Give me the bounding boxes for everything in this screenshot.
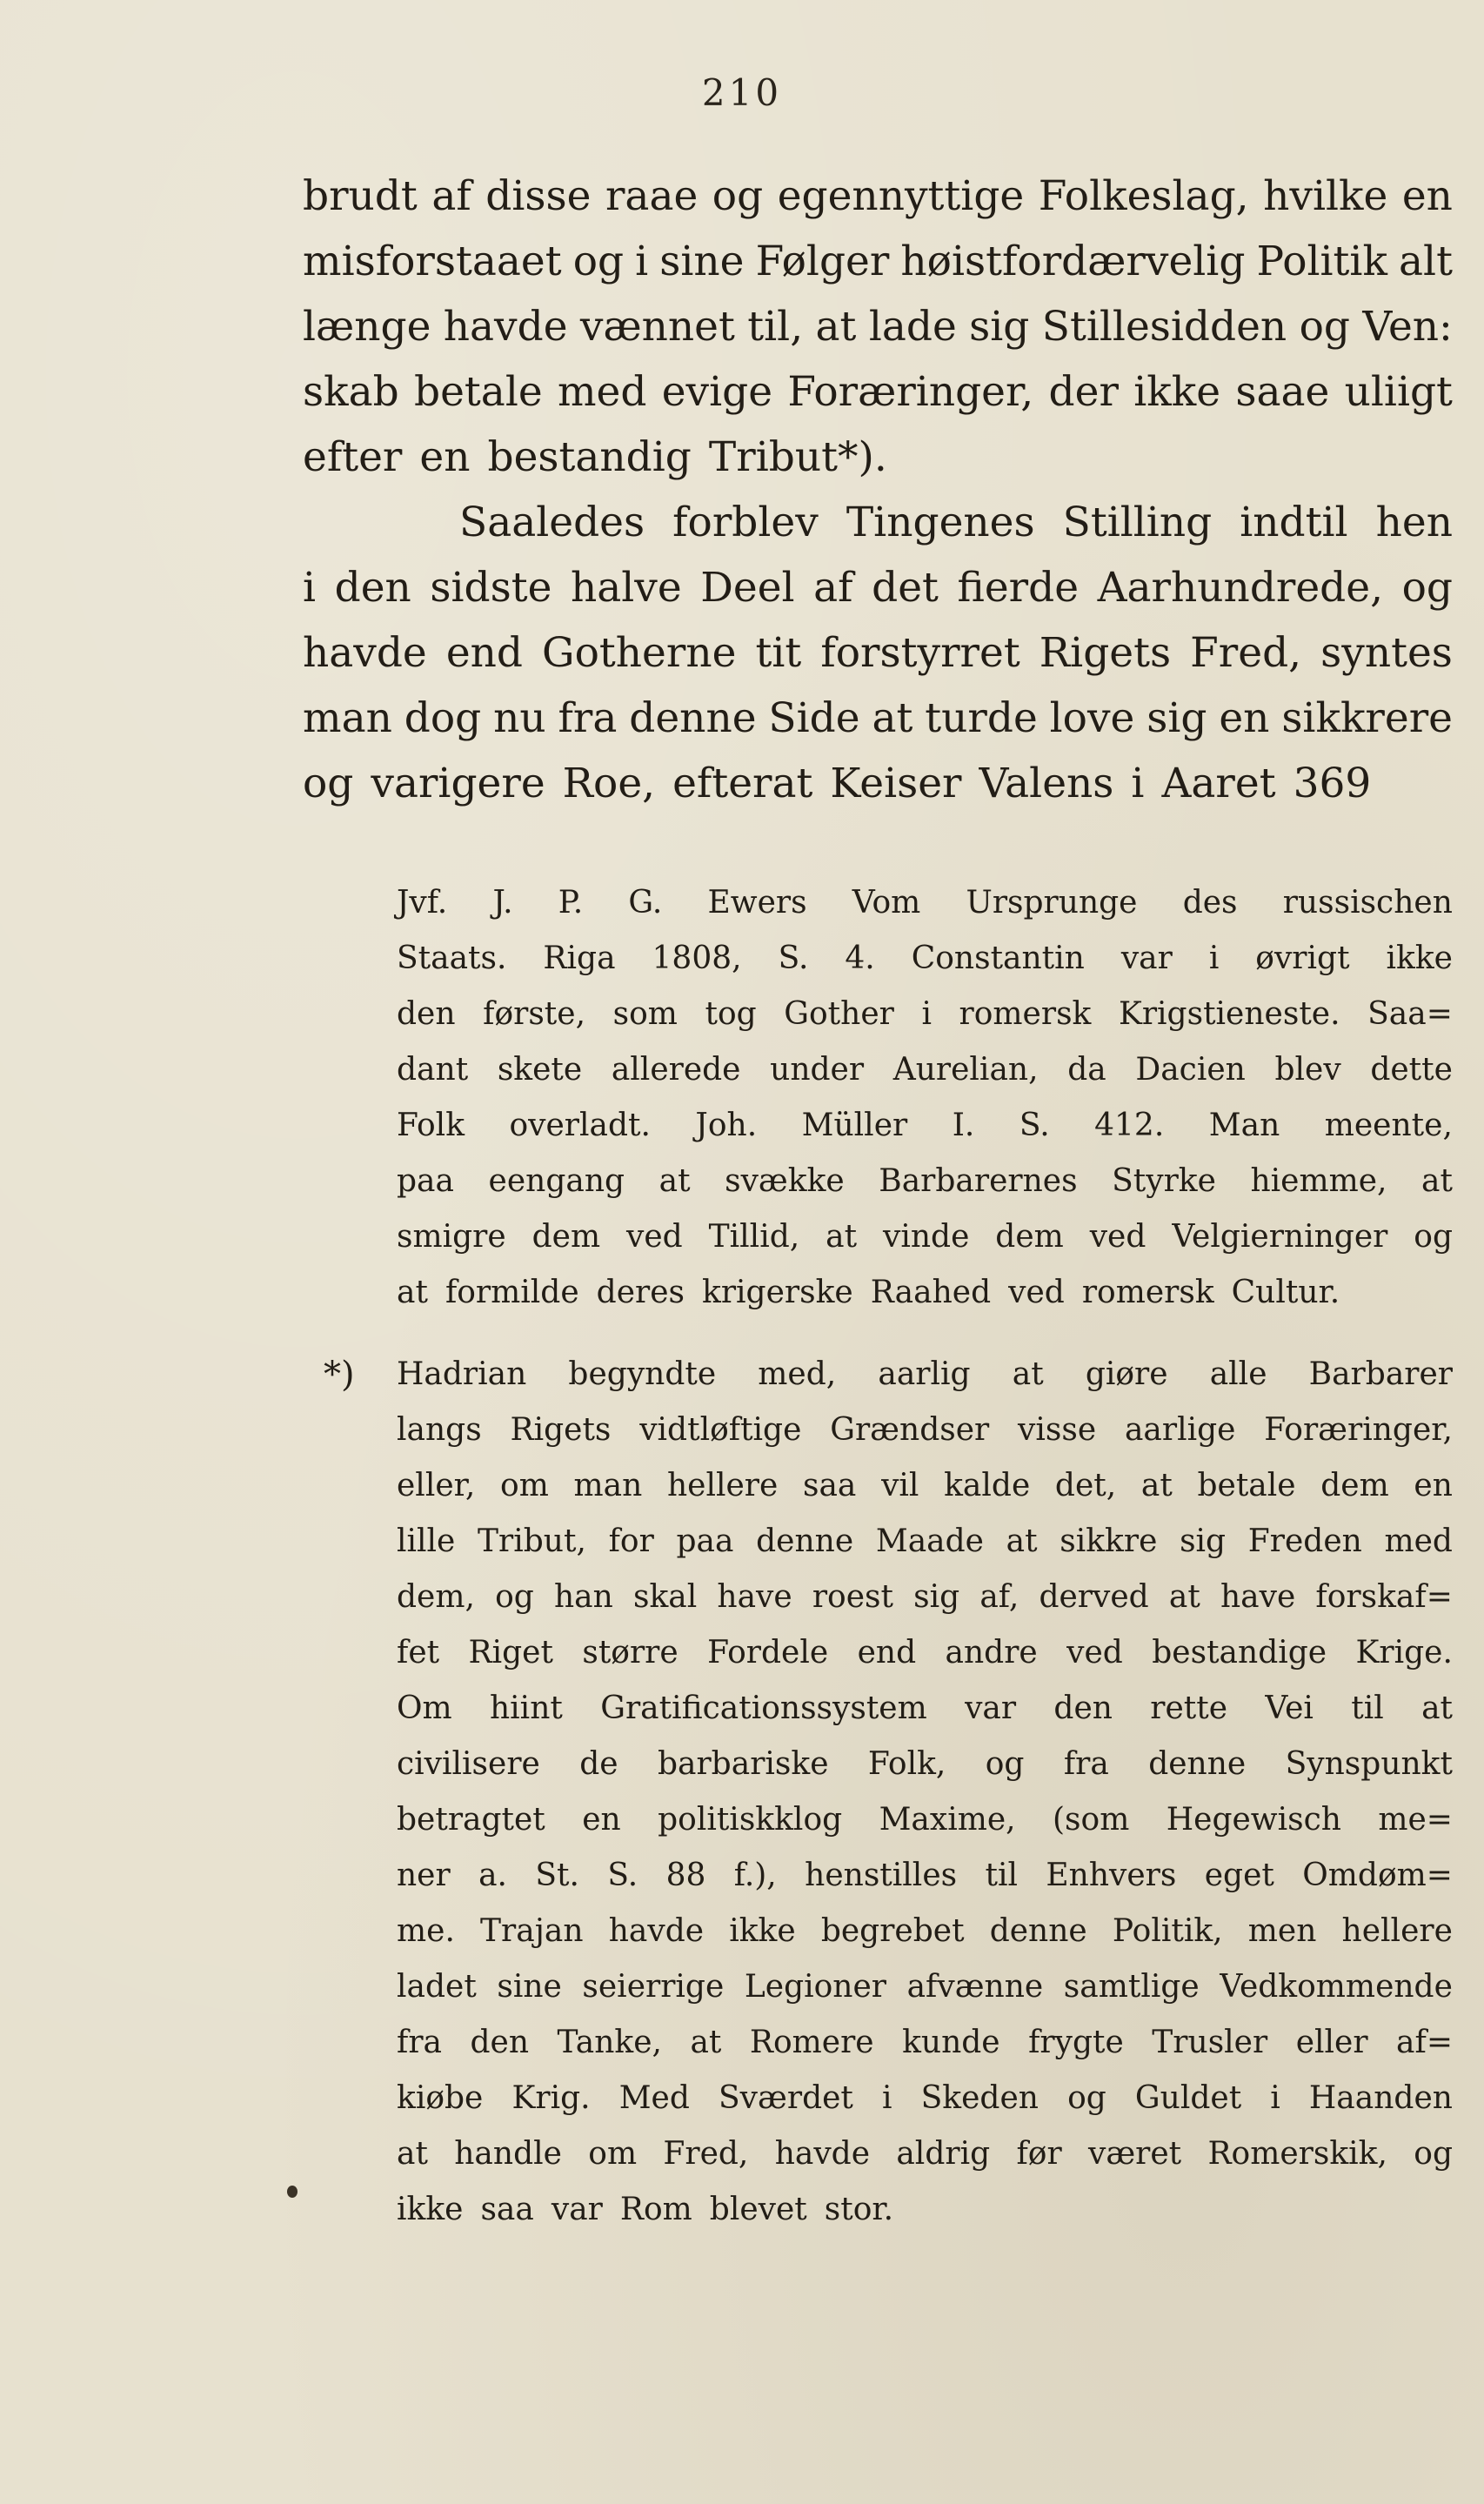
text-line: misforstaaet og i sine Følger høistfordærvelig Politik alt [303, 238, 1453, 285]
text-line: eller, om man hellere saa vil kalde det, at betale dem en [397, 1468, 1453, 1503]
text-line: dem, og han skal have roest sig af, derved at have forskaf= [397, 1579, 1453, 1615]
text-line: Folk overladt. Joh. Müller I. S. 412. Man meente, [397, 1108, 1453, 1143]
footnote-marker: *) [324, 1355, 355, 1395]
text-line: Jvf. J. P. G. Ewers Vom Ursprunge des russischen [397, 885, 1453, 921]
text-line: at formilde deres krigerske Raahed ved romersk Cultur. [397, 1275, 1340, 1310]
footnote-tribute [397, 1347, 1453, 2238]
text-line: betragtet en politiskklog Maxime, (som Hegewisch me= [397, 1802, 1453, 1838]
text-line: dant skete allerede under Aurelian, da Dacien blev dette [397, 1052, 1453, 1088]
text-line: Om hiint Gratificationssystem var den rette Vei til at [397, 1691, 1453, 1726]
text-line: i den sidste halve Deel af det fierde Aarhundrede, og [303, 564, 1453, 612]
footnote-continued [397, 875, 1453, 1321]
text-line: fet Riget større Fordele end andre ved bestandige Krige. [397, 1635, 1453, 1670]
text-line: langs Rigets vidtløftige Grændser visse aarlige Foræringer, [397, 1412, 1453, 1448]
text-line: man dog nu fra denne Side at turde love sig en sikkrere [303, 694, 1453, 742]
text-line: efter en bestandig Tribut*). [303, 433, 887, 481]
text-line: me. Trajan havde ikke begrebet denne Politik, men hellere [397, 1913, 1453, 1949]
text-line: smigre dem ved Tillid, at vinde dem ved Velgierninger og [397, 1219, 1453, 1255]
main-text [303, 164, 1453, 816]
text-line: Saaledes forblev Tingenes Stilling indtil hen [459, 499, 1453, 546]
text-line: civilisere de barbariske Folk, og fra denne Synspunkt [397, 1746, 1453, 1782]
text-line: skab betale med evige Foræringer, der ikke saae uliigt [303, 368, 1453, 416]
text-line: paa eengang at svække Barbarernes Styrke hiemme, at [397, 1163, 1453, 1199]
text-line: og varigere Roe, efterat Keiser Valens i Aaret 369 [303, 760, 1372, 807]
text-line: ladet sine seierrige Legioner afvænne samtlige Vedkommende [397, 1969, 1453, 2005]
text-line: længe havde vænnet til, at lade sig Stillesidden og Ven: [303, 303, 1453, 351]
text-line: brudt af disse raae og egennyttige Folkeslag, hvilke en [303, 172, 1453, 220]
text-line: kiøbe Krig. Med Sværdet i Skeden og Guldet i Haanden [397, 2080, 1453, 2116]
text-line: Staats. Riga 1808, S. 4. Constantin var i øvrigt ikke [397, 941, 1453, 976]
text-line: Hadrian begyndte med, aarlig at giøre alle Barbarer [397, 1356, 1453, 1392]
text-line: havde end Gotherne tit forstyrret Rigets Fred, syntes [303, 629, 1453, 677]
text-line: at handle om Fred, havde aldrig før været Romerskik, og [397, 2136, 1453, 2172]
text-line: ikke saa var Rom blevet stor. [397, 2192, 894, 2227]
text-line: ner a. St. S. 88 f.), henstilles til Enhvers eget Omdøm= [397, 1858, 1453, 1893]
text-line: lille Tribut, for paa denne Maade at sikkre sig Freden med [397, 1523, 1453, 1559]
text-line: den første, som tog Gother i romersk Krigstieneste. Saa= [397, 996, 1453, 1032]
ink-spot [287, 2186, 297, 2198]
text-line: fra den Tanke, at Romere kunde frygte Trusler eller af= [397, 2025, 1453, 2060]
page-number: 210 [701, 71, 783, 114]
